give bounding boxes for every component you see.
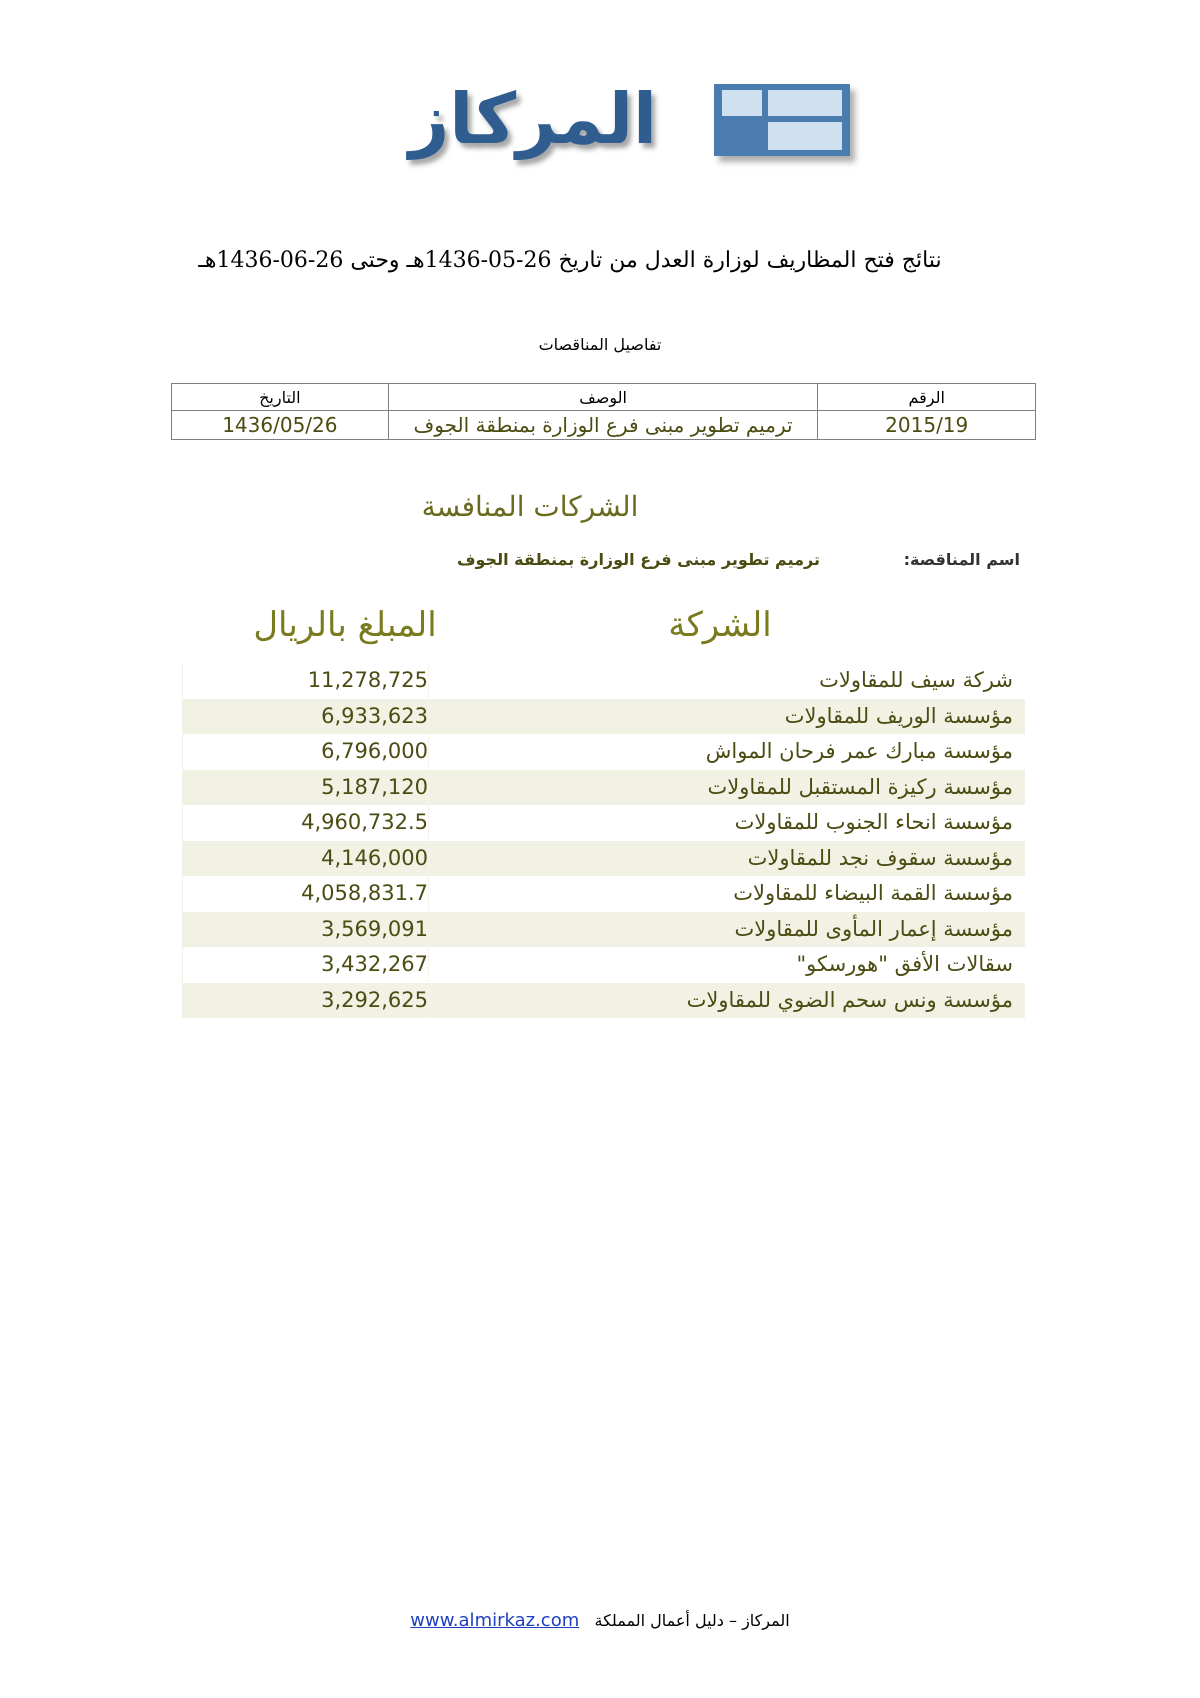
tender-number: 2015/19	[818, 411, 1036, 440]
bid-company: مؤسسة القمة البيضاء للمقاولات	[733, 881, 1013, 905]
bid-company: مؤسسة إعمار المأوى للمقاولات	[734, 916, 1013, 941]
tender-name: ترميم تطوير مبنى فرع الوزارة بمنطقة الجوف	[456, 550, 820, 569]
bid-company: مؤسسة سقوف نجد للمقاولات	[747, 845, 1013, 870]
bid-amount: 3,432,267	[321, 952, 428, 976]
bid-company: مؤسسة انحاء الجنوب للمقاولات	[734, 810, 1013, 834]
footer-text: المركاز – دليل أعمال المملكة	[594, 1611, 790, 1630]
bid-amount: 6,796,000	[321, 739, 428, 763]
bid-row	[182, 770, 1025, 806]
section-subtitle: تفاصيل المناقصات	[538, 335, 662, 354]
tender-details-table	[171, 383, 1036, 440]
bid-amount: 3,292,625	[321, 987, 428, 1012]
bid-company: مؤسسة ونس سحم الضوي للمقاولات	[686, 987, 1013, 1012]
competitors-heading: الشركات المنافسة	[421, 490, 639, 523]
footer	[360, 1610, 840, 1631]
almirkaz-logo-mark-icon	[714, 84, 850, 156]
bid-row	[182, 734, 1025, 770]
bid-amount: 5,187,120	[321, 774, 428, 799]
bid-row	[182, 663, 1025, 699]
bid-row	[182, 876, 1025, 912]
company-column-header: الشركة	[668, 605, 772, 645]
bid-row	[182, 947, 1025, 983]
bid-company: سقالات الأفق "هورسكو"	[796, 952, 1013, 976]
bid-amount: 4,960,732.5	[301, 810, 428, 834]
bid-company: مؤسسة مبارك عمر فرحان المواش	[705, 739, 1013, 763]
almirkaz-logo	[368, 80, 868, 170]
tender-details-header-row	[172, 384, 1036, 411]
logo-text: المركاز	[408, 78, 658, 160]
bid-row	[182, 983, 1025, 1019]
tender-name-label: اسم المناقصة:	[903, 550, 1020, 569]
tender-details-row	[172, 411, 1036, 440]
header-date: التاريخ	[172, 384, 389, 411]
bid-company: شركة سيف للمقاولات	[819, 668, 1013, 692]
bid-company: مؤسسة ركيزة المستقبل للمقاولات	[707, 774, 1013, 799]
bid-row	[182, 912, 1025, 948]
bid-amount: 6,933,623	[321, 703, 428, 728]
amount-column-header: المبلغ بالريال	[253, 605, 437, 645]
header-number: الرقم	[818, 384, 1036, 411]
footer-website-link[interactable]: www.almirkaz.com	[410, 1610, 580, 1631]
header-description: الوصف	[388, 384, 818, 411]
bid-amount: 4,058,831.7	[301, 881, 428, 905]
tender-date: 1436/05/26	[172, 411, 389, 440]
page-title: نتائج فتح المظاريف لوزارة العدل من تاريخ 26-05-1436هـ وحتى 26-06-1436هـ	[198, 248, 942, 273]
bid-amount: 4,146,000	[321, 845, 428, 870]
tender-description: ترميم تطوير مبنى فرع الوزارة بمنطقة الجوف	[388, 411, 818, 440]
bid-row	[182, 805, 1025, 841]
bid-amount: 11,278,725	[307, 668, 428, 692]
bid-row	[182, 699, 1025, 735]
bid-row	[182, 841, 1025, 877]
bids-list	[182, 663, 1024, 1018]
bid-amount: 3,569,091	[321, 916, 428, 941]
bid-company: مؤسسة الوريف للمقاولات	[784, 703, 1013, 728]
